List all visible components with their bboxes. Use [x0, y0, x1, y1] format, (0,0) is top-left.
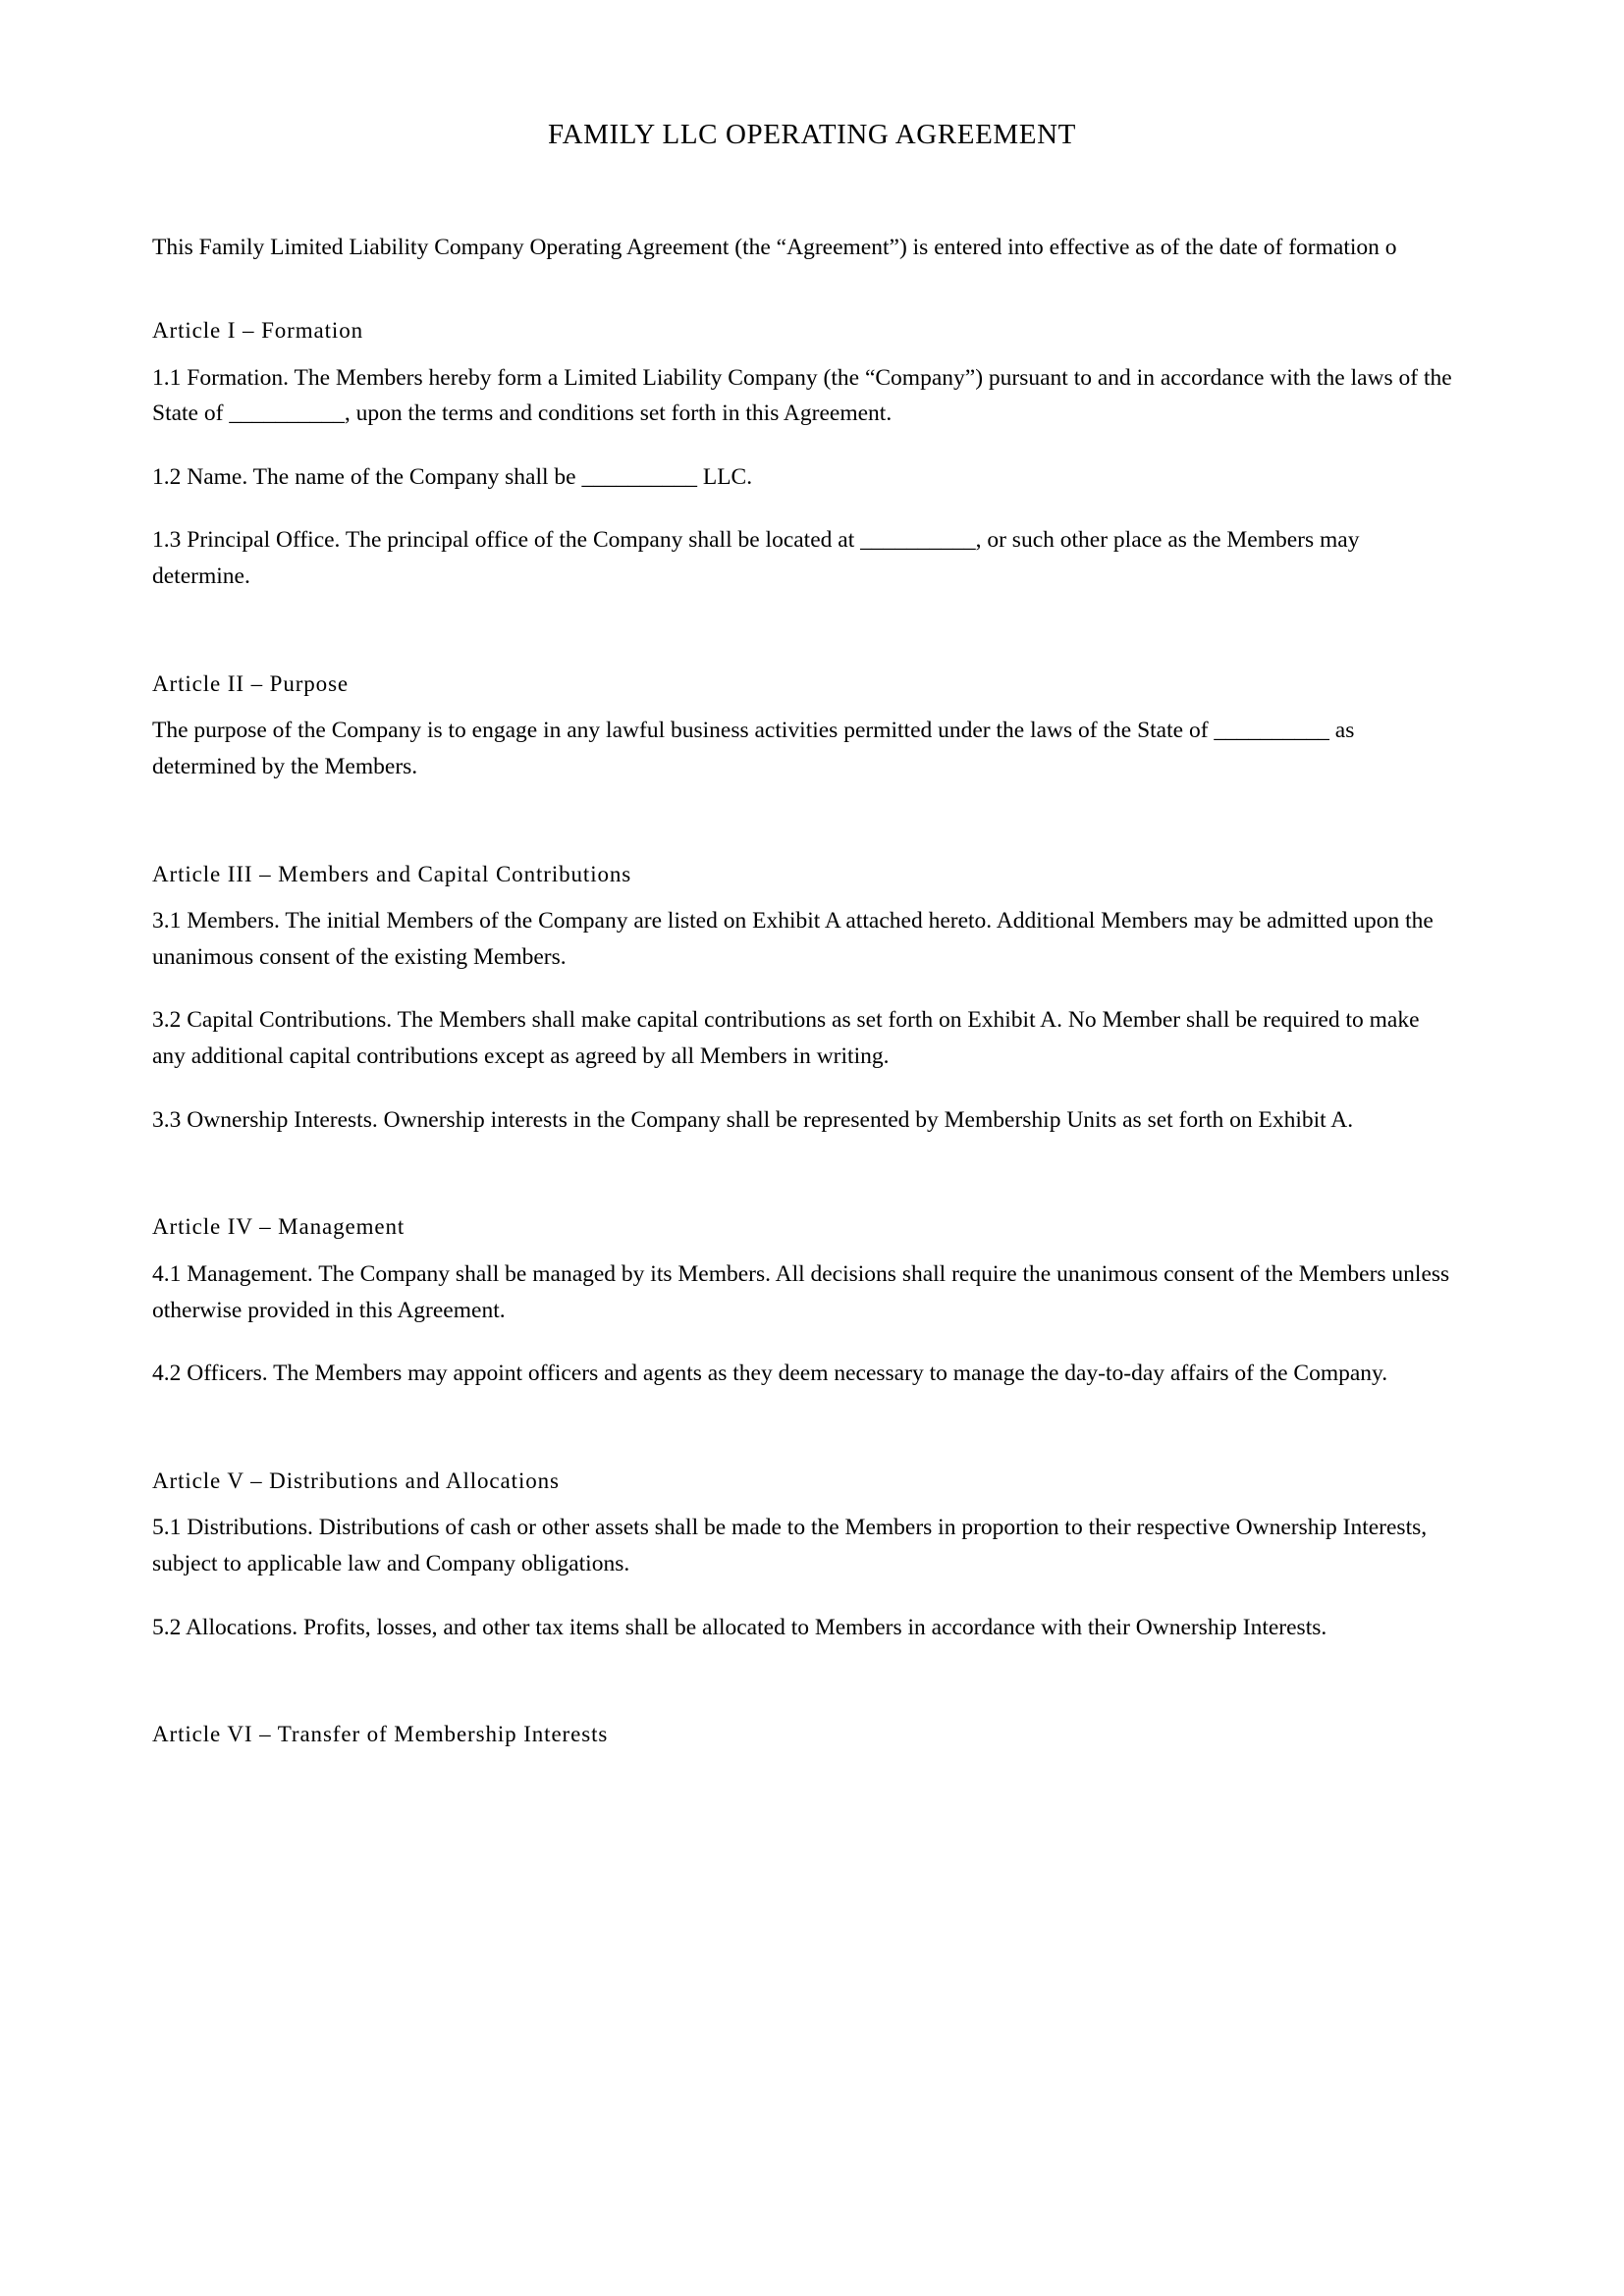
- clause-paragraph: 1.2 Name. The name of the Company shall be __________ LLC.: [152, 463, 753, 490]
- clause-spacer: [152, 1328, 1458, 1356]
- clause-paragraph: 1.1 Formation. The Members hereby form a Limited Liability Company (the “Company”) pursuant to and in accordance with the laws of the State of __________, upon the terms and conditions set forth in this Agreement.: [152, 364, 1452, 427]
- heading-spacer: [152, 701, 1458, 713]
- clause-paragraph: 5.2 Allocations. Profits, losses, and other tax items shall be allocated to Members in accordance with their Ownership Interests.: [152, 1614, 1327, 1640]
- article-heading: Article I – Formation: [152, 318, 363, 343]
- clause-paragraph: 3.1 Members. The initial Members of the Company are listed on Exhibit A attached hereto. Additional Members may be admitted upon the unanimous consent of the existing Members.: [152, 908, 1434, 970]
- article-heading: Article VI – Transfer of Membership Interests: [152, 1722, 609, 1747]
- clause-spacer: [152, 1582, 1458, 1610]
- article-spacer: [152, 1392, 1458, 1465]
- clause-spacer: [152, 975, 1458, 1002]
- clause-paragraph: The purpose of the Company is to engage in any lawful business activities permitted under the laws of the State of __________ as determined by the Members.: [152, 718, 1355, 779]
- heading-spacer: [152, 1245, 1458, 1256]
- article-list: [152, 314, 1458, 1764]
- clause-paragraph: 4.2 Officers. The Members may appoint officers and agents as they deem necessary to manage the day-to-day affairs of the Company.: [152, 1361, 1388, 1387]
- heading-spacer: [152, 891, 1458, 903]
- article-spacer: [152, 1138, 1458, 1210]
- clause-paragraph: 5.1 Distributions. Distributions of cash or other assets shall be made to the Members in proportion to their respective Ownership Interests, subject to applicable law and Company obligations.: [152, 1515, 1428, 1576]
- clause-spacer: [152, 1075, 1458, 1102]
- article-spacer: [152, 785, 1458, 858]
- article-heading: Article III – Members and Capital Contributions: [152, 861, 632, 886]
- intro-paragraph: This Family Limited Liability Company Operating Agreement (the “Agreement”) is entered into effective as of the date of formation o: [152, 235, 1397, 260]
- heading-spacer: [152, 1498, 1458, 1510]
- article-heading: Article II – Purpose: [152, 670, 350, 696]
- clause-spacer: [152, 495, 1458, 522]
- document-body: [152, 314, 1458, 1764]
- clause-paragraph: 3.3 Ownership Interests. Ownership interests in the Company shall be represented by Membership Units as set forth on Exhibit A.: [152, 1106, 1354, 1133]
- article-heading: Article IV – Management: [152, 1214, 406, 1240]
- article-spacer: [152, 595, 1458, 667]
- clause-paragraph: 3.2 Capital Contributions. The Members shall make capital contributions as set forth on Exhibit A. No Member shall be required to make any additional capital contributions except as agreed by all Members in writing.: [152, 1007, 1420, 1070]
- article-heading: Article V – Distributions and Allocations: [152, 1468, 560, 1493]
- heading-spacer: [152, 348, 1458, 360]
- clause-spacer: [152, 432, 1458, 459]
- article-spacer: [152, 1645, 1458, 1718]
- clause-paragraph: 4.1 Management. The Company shall be managed by its Members. All decisions shall require the unanimous consent of the Members unless otherwise provided in this Agreement.: [152, 1260, 1450, 1323]
- clause-paragraph: 1.3 Principal Office. The principal office of the Company shall be located at __________, or such other place as the Members may determine.: [152, 527, 1360, 590]
- heading-spacer: [152, 1752, 1458, 1764]
- intro-paragraph-clip: [152, 230, 1624, 265]
- page-title: FAMILY LLC OPERATING AGREEMENT: [548, 119, 1076, 150]
